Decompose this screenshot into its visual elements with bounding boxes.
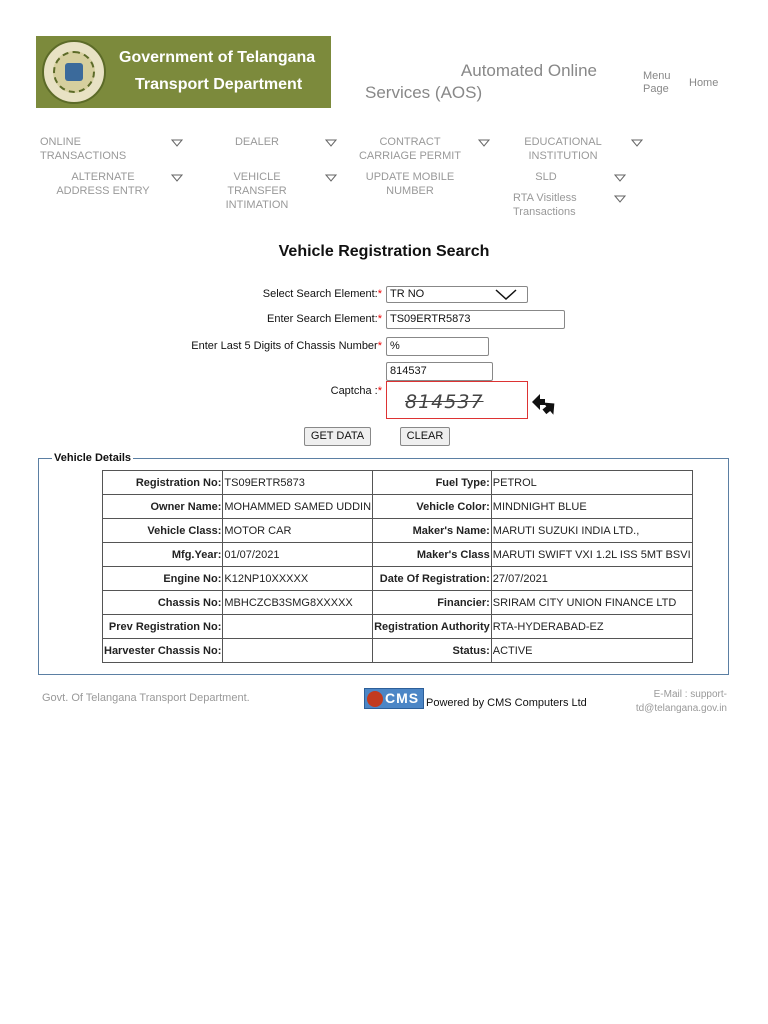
nav-dealer[interactable]: DEALER bbox=[234, 136, 280, 148]
refresh-captcha-icon[interactable] bbox=[529, 390, 559, 420]
captcha-image bbox=[386, 381, 528, 419]
menu-page-link[interactable]: Menu Page bbox=[643, 70, 671, 95]
footer-copyright: Govt. Of Telangana Transport Department. bbox=[42, 692, 250, 704]
select-search-element-label: Select Search Element:* bbox=[262, 288, 382, 300]
vehicle-details-legend: Vehicle Details bbox=[54, 452, 132, 464]
nav-educational-institution[interactable]: EDUCATIONAL INSTITUTION bbox=[524, 136, 602, 162]
fuel-type-value: PETROL bbox=[491, 471, 692, 495]
chevron-down-icon[interactable] bbox=[325, 139, 337, 147]
vehicle-color-label: Vehicle Color: bbox=[373, 495, 492, 519]
table-row bbox=[103, 543, 693, 567]
fuel-type-label: Fuel Type: bbox=[373, 471, 492, 495]
chassis-digits-label: Enter Last 5 Digits of Chassis Number* bbox=[191, 340, 382, 352]
vehicle-details-table bbox=[102, 470, 693, 663]
cms-logo-icon bbox=[367, 691, 383, 707]
registration-no-value: TS09ERTR5873 bbox=[223, 471, 373, 495]
support-email[interactable]: E-Mail : support-td@telangana.gov.in bbox=[635, 689, 727, 714]
captcha-label: Captcha :* bbox=[330, 385, 382, 397]
table-row bbox=[103, 495, 693, 519]
table-row bbox=[103, 615, 693, 639]
powered-by-text: Powered by CMS Computers Ltd bbox=[426, 697, 587, 709]
site-title-line2: Services (AOS) bbox=[365, 83, 483, 102]
vehicle-color-value: MINDNIGHT BLUE bbox=[491, 495, 692, 519]
cms-logo[interactable] bbox=[364, 688, 424, 709]
status-label: Status: bbox=[373, 639, 492, 663]
mfg-year-label: Mfg.Year: bbox=[103, 543, 223, 567]
vehicle-class-value: MOTOR CAR bbox=[223, 519, 373, 543]
department-logo-banner[interactable] bbox=[36, 36, 331, 108]
owner-name-value: MOHAMMED SAMED UDDIN bbox=[223, 495, 373, 519]
logo-title: Government of Telangana bbox=[119, 49, 316, 66]
vehicle-class-label: Vehicle Class: bbox=[103, 519, 223, 543]
chevron-down-icon[interactable] bbox=[478, 139, 490, 147]
date-of-registration-label: Date Of Registration: bbox=[373, 567, 492, 591]
logo-subtitle: Transport Department bbox=[135, 76, 303, 93]
clear-button[interactable]: CLEAR bbox=[400, 427, 450, 446]
makers-name-label: Maker's Name: bbox=[373, 519, 492, 543]
makers-class-label: Maker's Class bbox=[373, 543, 492, 567]
mfg-year-value: 01/07/2021 bbox=[223, 543, 373, 567]
site-title bbox=[365, 60, 597, 104]
status-value: ACTIVE bbox=[491, 639, 692, 663]
prev-registration-no-value bbox=[223, 615, 373, 639]
search-element-input[interactable]: TS09ERTR5873 bbox=[386, 310, 565, 329]
nav-sld[interactable]: SLD bbox=[535, 171, 557, 183]
captcha-input[interactable]: 814537 bbox=[386, 362, 493, 381]
makers-name-value: MARUTI SUZUKI INDIA LTD., bbox=[491, 519, 692, 543]
makers-class-value: MARUTI SWIFT VXI 1.2L ISS 5MT BSVI bbox=[491, 543, 692, 567]
nav-vehicle-transfer-intimation[interactable]: VEHICLE TRANSFER INTIMATION bbox=[225, 171, 289, 211]
home-link[interactable]: Home bbox=[689, 77, 719, 89]
engine-no-value: K12NP10XXXXX bbox=[223, 567, 373, 591]
date-of-registration-value: 27/07/2021 bbox=[491, 567, 692, 591]
chevron-down-icon[interactable] bbox=[631, 139, 643, 147]
nav-alternate-address-entry[interactable]: ALTERNATE ADDRESS ENTRY bbox=[56, 171, 150, 197]
page-title: Vehicle Registration Search bbox=[278, 243, 490, 260]
financier-label: Financier: bbox=[373, 591, 492, 615]
chevron-down-icon[interactable] bbox=[171, 139, 183, 147]
nav-update-mobile-number[interactable]: UPDATE MOBILE NUMBER bbox=[365, 171, 455, 197]
chassis-digits-input[interactable]: % bbox=[386, 337, 489, 356]
cms-logo-text: CMS bbox=[385, 690, 420, 706]
registration-authority-value: RTA-HYDERABAD-EZ bbox=[491, 615, 692, 639]
get-data-button[interactable]: GET DATA bbox=[304, 427, 371, 446]
chevron-down-icon[interactable] bbox=[614, 195, 626, 203]
registration-no-label: Registration No: bbox=[103, 471, 223, 495]
nav-online-transactions[interactable]: ONLINE TRANSACTIONS bbox=[40, 136, 127, 162]
table-row bbox=[103, 567, 693, 591]
harvester-chassis-no-value bbox=[223, 639, 373, 663]
financier-value: SRIRAM CITY UNION FINANCE LTD bbox=[491, 591, 692, 615]
site-title-line1: Automated Online bbox=[460, 61, 597, 80]
nav-contract-carriage-permit[interactable]: CONTRACT CARRIAGE PERMIT bbox=[358, 136, 462, 162]
table-row bbox=[103, 519, 693, 543]
engine-no-label: Engine No: bbox=[103, 567, 223, 591]
table-row bbox=[103, 471, 693, 495]
owner-name-label: Owner Name: bbox=[103, 495, 223, 519]
search-element-select[interactable] bbox=[386, 286, 528, 303]
harvester-chassis-no-label: Harvester Chassis No: bbox=[103, 639, 223, 663]
chevron-down-icon bbox=[495, 289, 517, 301]
search-element-selected: TR NO bbox=[390, 288, 425, 300]
enter-search-element-label: Enter Search Element:* bbox=[267, 313, 382, 325]
chevron-down-icon[interactable] bbox=[171, 174, 183, 182]
registration-authority-label: Registration Authority bbox=[373, 615, 492, 639]
table-row bbox=[103, 591, 693, 615]
table-row bbox=[103, 639, 693, 663]
captcha-image-text: 814537 bbox=[405, 391, 484, 413]
prev-registration-no-label: Prev Registration No: bbox=[103, 615, 223, 639]
chevron-down-icon[interactable] bbox=[325, 174, 337, 182]
chassis-no-value: MBHCZCB3SMG8XXXXX bbox=[223, 591, 373, 615]
telangana-emblem-icon bbox=[42, 40, 106, 104]
chevron-down-icon[interactable] bbox=[614, 174, 626, 182]
nav-rta-visitless-transactions[interactable]: RTA Visitless Transactions bbox=[513, 192, 577, 218]
chassis-no-label: Chassis No: bbox=[103, 591, 223, 615]
